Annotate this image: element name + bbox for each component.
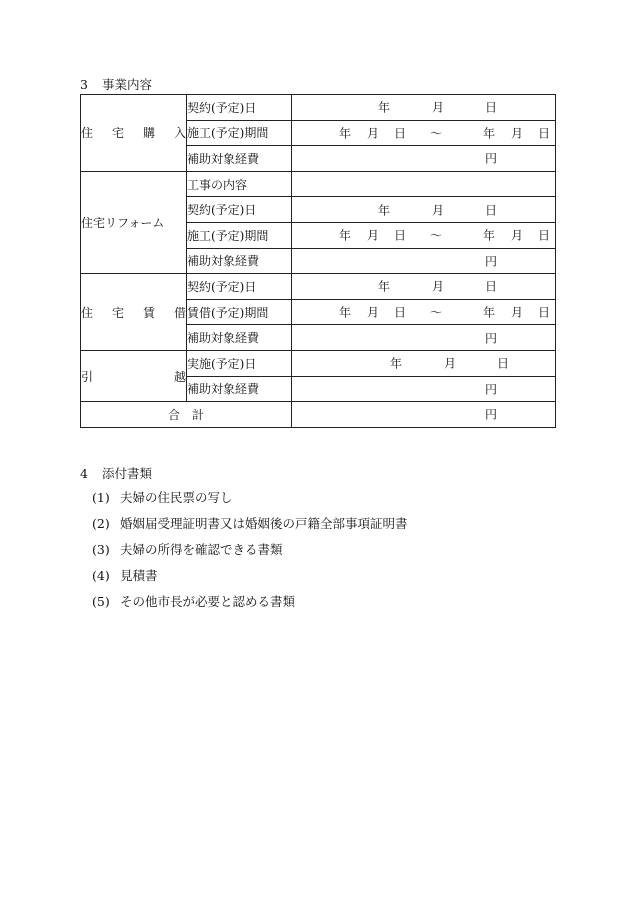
list-item: (2) 婚姻届受理証明書又は婚姻後の戸籍全部事項証明書 — [92, 516, 408, 531]
table-row — [81, 95, 556, 121]
value-total-field[interactable]: 円 — [292, 402, 556, 428]
label-lease-period: 賃借(予定)期間 — [187, 299, 292, 325]
section-4-heading — [80, 464, 152, 482]
value-cost-field[interactable]: 円 — [292, 325, 556, 351]
label-contract-date: 契約(予定)日 — [187, 274, 292, 300]
label-subsidy-cost: 補助対象経費 — [187, 248, 292, 274]
value-period-field[interactable]: 年 月 日 ～ 年 月 日 — [292, 222, 556, 248]
value-date-field[interactable]: 年 月 日 — [292, 95, 556, 121]
table-row — [81, 402, 556, 428]
category-reform: 住宅リフォーム — [81, 171, 187, 273]
value-date-field[interactable]: 年 月 日 — [292, 350, 556, 376]
value-cost-field[interactable]: 円 — [292, 146, 556, 172]
value-date-field[interactable]: 年 月 日 — [292, 274, 556, 300]
label-contract-date: 契約(予定)日 — [187, 197, 292, 223]
section-3-title: 事業内容 — [101, 77, 152, 92]
table-row — [81, 350, 556, 376]
label-construction-period: 施工(予定)期間 — [187, 222, 292, 248]
business-content-table — [80, 94, 556, 428]
list-item: (4) 見積書 — [92, 568, 158, 583]
section-3-number: 3 — [80, 77, 88, 92]
section-4-number: 4 — [80, 466, 88, 481]
label-subsidy-cost: 補助対象経費 — [187, 325, 292, 351]
value-date-field[interactable]: 年 月 日 — [292, 197, 556, 223]
label-subsidy-cost: 補助対象経費 — [187, 376, 292, 402]
section-3-heading — [80, 75, 152, 93]
value-period-field[interactable]: 年 月 日 ～ 年 月 日 — [292, 120, 556, 146]
label-construction-period: 施工(予定)期間 — [187, 120, 292, 146]
list-item: (5) その他市長が必要と認める書類 — [92, 594, 296, 609]
value-period-field[interactable]: 年 月 日 ～ 年 月 日 — [292, 299, 556, 325]
category-moving: 引越 — [81, 350, 187, 401]
label-subsidy-cost: 補助対象経費 — [187, 146, 292, 172]
category-rental: 住宅賃借 — [81, 274, 187, 351]
attachment-list — [92, 490, 408, 620]
label-implementation-date: 実施(予定)日 — [187, 350, 292, 376]
list-item: (1) 夫婦の住民票の写し — [92, 490, 233, 505]
table-row — [81, 274, 556, 300]
list-item: (3) 夫婦の所得を確認できる書類 — [92, 542, 283, 557]
table-row — [81, 171, 556, 197]
value-work-field[interactable] — [292, 171, 556, 197]
category-housing-purchase: 住宅購入 — [81, 95, 187, 172]
total-label: 合 計 — [81, 402, 292, 428]
value-cost-field[interactable]: 円 — [292, 376, 556, 402]
value-cost-field[interactable]: 円 — [292, 248, 556, 274]
section-4-title: 添付書類 — [101, 466, 152, 481]
label-work-content: 工事の内容 — [187, 171, 292, 197]
label-contract-date: 契約(予定)日 — [187, 95, 292, 121]
